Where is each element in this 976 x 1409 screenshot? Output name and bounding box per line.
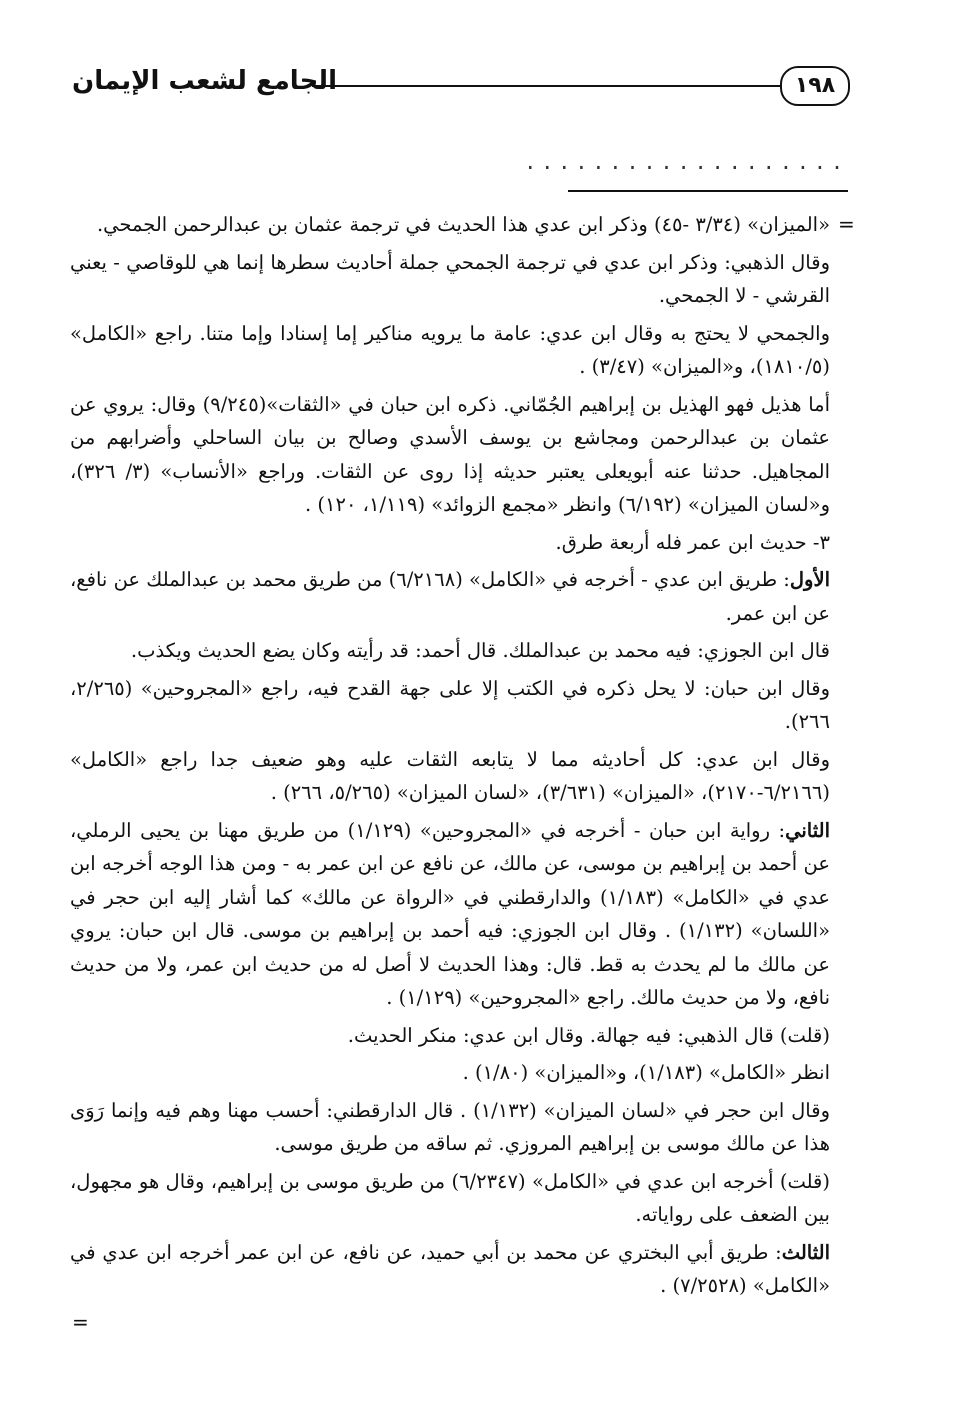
header-rule: [312, 85, 782, 87]
separator-dots: ...................: [524, 150, 848, 174]
paragraph: قال ابن الجوزي: فيه محمد بن عبدالملك. قال أحمد: قد رأيته وكان يضع الحديث ويكذب.: [130, 639, 830, 662]
paragraph: أما هذيل فهو الهذيل بن إبراهيم الجُمّاني. ذكره ابن حبان في «الثقات»(٩/٢٤٥) وقال: يروي عن عثمان بن عبدالرحمن ومجاشع بن يوسف الأسدي وصالح بن بيان الساحلي وأضرابهم من المجاهيل. حدثنا عنه أبويعلى يعتبر حديثه إذا روى عن الثقات. وراجع «الأنساب» (٣/ ٣٢٦)، و«لسان الميزان» (٦/١٩٢) وانظر «مجمع الزوائد» (١/١١٩، ١٢٠) .: [70, 392, 831, 516]
continuation-mark-end: =: [72, 1310, 89, 1334]
paragraph: وقال ابن حبان: لا يحل ذكره في الكتب إلا على جهة القدح فيه، راجع «المجروحين» (٢/٢٦٥، ٢٦٦).: [70, 676, 830, 733]
paragraph: وقال الذهبي: وذكر ابن عدي في ترجمة الجمحي جملة أحاديث سطرها إنما هي للوقاصي - يعني القرشي - لا الجمحي.: [70, 250, 830, 307]
paragraph: الثاني: رواية ابن حبان - أخرجه في «المجروحين» (١/١٢٩) من طريق مهنا بن يحيى الرملي، عن أحمد بن إبراهيم بن موسى، عن مالك، عن نافع عن ابن عمر به - ومن هذا الوجه أخرجه ابن عدي في «الكامل» (١/١٨٣) والدارقطني في «الرواة عن مالك» كما أشار إليه ابن حجر في «اللسان» (١/١٣٢) . وقال ابن الجوزي: فيه أحمد بن إبراهيم بن موسى. قال ابن حبان: يروي عن مالك ما لم يحدث به قط. قال: وهذا الحديث لا أصل له من حديث ابن عمر، ولا من حديث نافع، ولا من حديث مالك. راجع «المجروحين» (١/١٢٩) .: [70, 818, 831, 1009]
paragraph: الثالث: طريق أبي البختري عن محمد بن أبي حميد، عن نافع، عن ابن عمر أخرجه ابن عدي في «الكامل» (٧/٢٥٢٨) .: [70, 1240, 830, 1297]
continuation-mark-start: =: [838, 212, 855, 236]
book-title: الجامع لشعب الإيمان: [72, 66, 337, 96]
paragraph: ٣- حديث ابن عمر فله أربعة طرق.: [555, 530, 830, 554]
paragraph: «الميزان» (٣/٣٤ -٤٥) وذكر ابن عدي هذا الحديث في ترجمة عثمان بن عبدالرحمن الجمحي.: [96, 213, 830, 236]
paragraph: انظر «الكامل» (١/١٨٣)، و«الميزان» (١/٨٠) .: [462, 1061, 830, 1084]
page-number: ١٩٨: [780, 66, 850, 106]
paragraph: (قلت) أخرجه ابن عدي في «الكامل» (٦/٢٣٤٧) من طريق موسى بن إبراهيم، وقال هو مجهول، بين الضعف على رواياته.: [70, 1169, 830, 1226]
paragraph: وقال ابن حجر في «لسان الميزان» (١/١٣٢) . قال الدارقطني: أحسب مهنا وهم فيه وإنما رَوَى هذا عن مالك موسى بن إبراهيم المروزي. ثم ساقه من طريق موسى.: [70, 1098, 830, 1155]
footnote-text: [70, 208, 830, 1307]
paragraph: (قلت) قال الذهبي: فيه جهالة. وقال ابن عدي: منكر الحديث.: [347, 1023, 830, 1047]
paragraph: الأول: طريق ابن عدي - أخرجه في «الكامل» (٦/٢١٦٨) من طريق محمد بن عبدالملك عن نافع، عن ابن عمر.: [70, 568, 830, 625]
footnote-rule: [568, 190, 848, 192]
paragraph: وقال ابن عدي: كل أحاديثه مما لا يتابعه الثقات عليه وهو ضعيف جدا راجع «الكامل» (٦/٢١٦٦-٢١٧٠)، «الميزان» (٣/٦٣١)، «لسان الميزان» (٥/٢٦٥، ٢٦٦) .: [70, 747, 830, 804]
page-header: [60, 60, 850, 116]
paragraph: والجمحي لا يحتج به وقال ابن عدي: عامة ما يرويه مناكير إما إسنادا وإما متنا. راجع «الكامل» (١٨١٠/٥)، و«الميزان» (٣/٤٧) .: [70, 321, 830, 378]
